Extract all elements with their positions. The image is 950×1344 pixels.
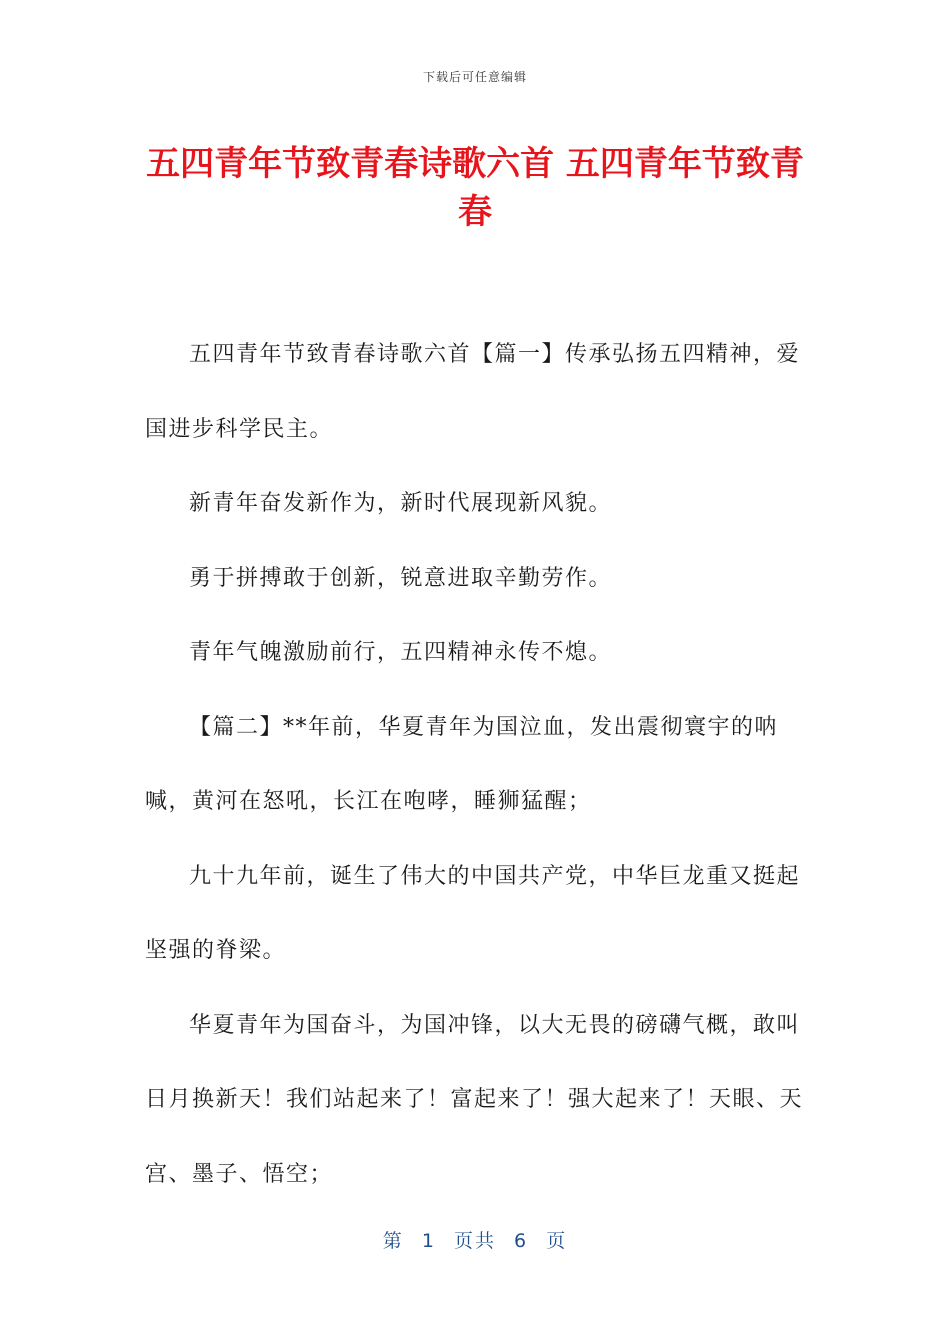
- paragraph-3: 勇于拼搏敢于创新，锐意进取辛勤劳作。: [189, 565, 613, 591]
- footer-current-page: 1: [421, 1230, 436, 1252]
- header-note: 下载后可任意编辑: [422, 70, 527, 84]
- footer-suffix: 页: [546, 1230, 568, 1252]
- paragraph-2: 新青年奋发新作为，新时代展现新风貌。: [189, 491, 613, 516]
- footer-prefix: 第: [382, 1230, 404, 1252]
- paragraph-6: 九十九年前，诞生了伟大的中国共产党，中华巨龙重又挺起坚强的脊梁。: [145, 863, 801, 963]
- paragraph-5: 【篇二】**年前，华夏青年为国泣血，发出震彻寰宇的呐喊，黄河在怒吼，长江在咆哮，睡狮猛醒；: [145, 714, 779, 814]
- page-title: 五四青年节致青春诗歌六首 五四青年节致青春: [146, 144, 804, 232]
- paragraph-7: 华夏青年为国奋斗，为国冲锋，以大无畏的磅礴气概，敢叫日月换新天！我们站起来了！富起来了！强大起来了！天眼、天宫、墨子、悟空；: [145, 1012, 804, 1187]
- footer-total-pages: 6: [514, 1230, 529, 1252]
- document-body: [145, 318, 807, 1212]
- paragraph-1: 五四青年节致青春诗歌六首【篇一】传承弘扬五四精神，爱国进步科学民主。: [145, 342, 801, 442]
- footer-middle: 页共: [453, 1230, 496, 1252]
- paragraph-4: 青年气魄激励前行，五四精神永传不熄。: [189, 640, 613, 665]
- page-footer: [0, 1226, 950, 1253]
